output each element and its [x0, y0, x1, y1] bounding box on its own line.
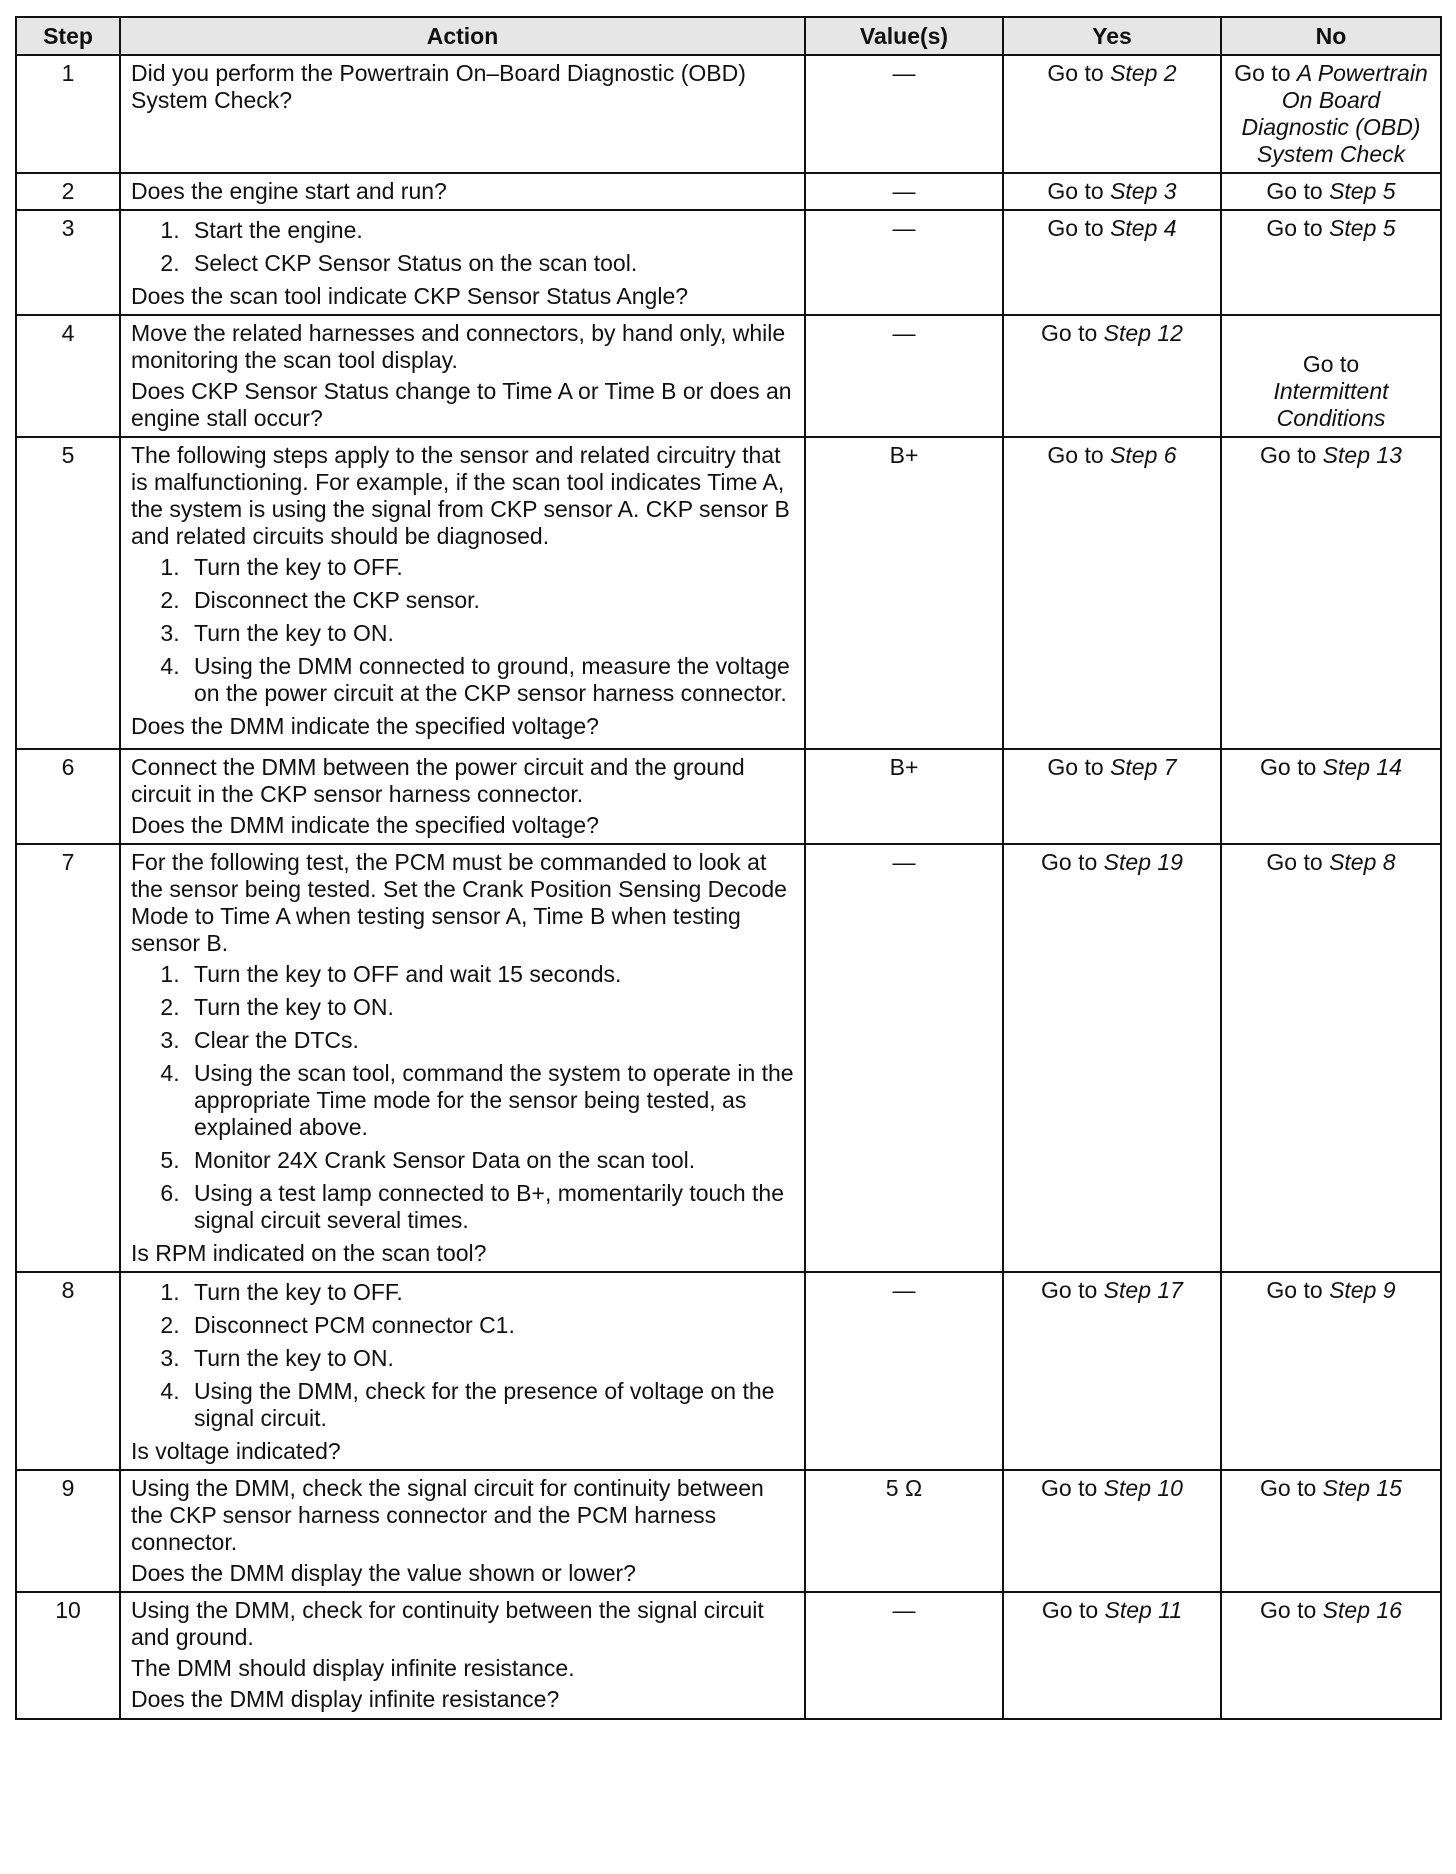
action-question: Is RPM indicated on the scan tool? [131, 1240, 487, 1266]
action-question: Does the DMM indicate the specified voltage? [131, 812, 599, 838]
action-paragraph: Move the related harnesses and connectors, by hand only, while monitoring the scan tool display. [131, 320, 786, 373]
value-cell [805, 315, 1003, 437]
table-row [16, 1470, 1441, 1592]
no-target-link[interactable]: Step 14 [1322, 754, 1402, 780]
value-text: — [892, 178, 916, 204]
no-target-link[interactable]: Step 15 [1322, 1475, 1402, 1501]
table-row [16, 1272, 1441, 1470]
step-number [16, 749, 120, 844]
yes-target-link[interactable]: Step 11 [1104, 1597, 1183, 1623]
action-question: Does the DMM display infinite resistance? [131, 1686, 560, 1712]
no-cell [1221, 749, 1441, 844]
value-cell [805, 1272, 1003, 1470]
step-number-text: 2 [61, 178, 75, 204]
substep-item: 2. Turn the key to ON. [186, 994, 794, 1021]
value-cell [805, 173, 1003, 210]
action-intro [131, 1597, 794, 1682]
step-number [16, 210, 120, 315]
no-target-link[interactable]: Step 8 [1329, 849, 1396, 875]
action-cell [120, 210, 805, 315]
no-prefix: Go to [1266, 215, 1330, 241]
step-number-text: 7 [61, 849, 75, 875]
step-number [16, 1592, 120, 1719]
no-cell [1221, 844, 1441, 1272]
yes-prefix: Go to [1047, 215, 1111, 241]
action-question: Does the DMM indicate the specified voltage? [131, 713, 599, 739]
yes-target-link[interactable]: Step 3 [1110, 178, 1177, 204]
yes-cell [1003, 437, 1221, 749]
diagnostic-table [15, 16, 1442, 1720]
yes-cell [1003, 315, 1221, 437]
value-text: — [892, 215, 916, 241]
no-prefix: Go to [1260, 1597, 1323, 1623]
step-number-text: 5 [61, 442, 75, 468]
substep-item: 5. Monitor 24X Crank Sensor Data on the scan tool. [186, 1147, 794, 1174]
yes-cell [1003, 1592, 1221, 1719]
action-cell [120, 1592, 805, 1719]
action-intro [131, 60, 794, 114]
no-target-link[interactable]: Step 16 [1322, 1597, 1402, 1623]
no-prefix: Go to [1266, 849, 1330, 875]
yes-cell [1003, 1272, 1221, 1470]
action-paragraph: Did you perform the Powertrain On–Board Diagnostic (OBD) System Check? [131, 60, 746, 113]
action-paragraph: Using the DMM, check the signal circuit for continuity between the CKP sensor harness connector and the PCM harness connector. [131, 1475, 764, 1555]
substep-item: 3. Turn the key to ON. [186, 620, 794, 647]
step-number-text: 3 [61, 215, 75, 241]
no-prefix: Go to [1260, 754, 1323, 780]
table-row [16, 55, 1441, 173]
step-number [16, 55, 120, 173]
yes-target-link[interactable]: Step 6 [1110, 442, 1177, 468]
no-cell [1221, 1272, 1441, 1470]
yes-cell [1003, 749, 1221, 844]
table-row [16, 437, 1441, 749]
header-row [16, 17, 1441, 55]
table-row [16, 210, 1441, 315]
no-cell [1221, 55, 1441, 173]
step-number-text: 6 [61, 754, 75, 780]
action-cell [120, 173, 805, 210]
substep-item: 2. Disconnect the CKP sensor. [186, 587, 794, 614]
yes-target-link[interactable]: Step 12 [1103, 320, 1183, 346]
value-text: B+ [889, 754, 919, 780]
action-intro [131, 320, 794, 374]
no-target-link[interactable]: Step 9 [1329, 1277, 1396, 1303]
action-intro [131, 849, 794, 957]
value-text: — [892, 1597, 916, 1623]
value-cell [805, 1470, 1003, 1592]
action-paragraph: Connect the DMM between the power circuit and the ground circuit in the CKP sensor harness connector. [131, 754, 745, 807]
action-intro [131, 1475, 794, 1556]
action-paragraph: The DMM should display infinite resistance. [131, 1655, 575, 1681]
header-yes: Yes [1003, 17, 1221, 55]
no-cell [1221, 1592, 1441, 1719]
substep-item: 1. Turn the key to OFF and wait 15 seconds. [186, 961, 794, 988]
action-intro [131, 754, 794, 808]
table-row [16, 844, 1441, 1272]
step-number [16, 173, 120, 210]
action-paragraph: For the following test, the PCM must be commanded to look at the sensor being tested. Set the Crank Position Sensing Decode Mode to Time A when testing sensor A, Time B when testing sensor B. [131, 849, 787, 956]
yes-target-link[interactable]: Step 19 [1103, 849, 1183, 875]
action-substeps [131, 961, 794, 1234]
yes-prefix: Go to [1041, 320, 1104, 346]
action-cell [120, 437, 805, 749]
table-body [16, 55, 1441, 1719]
step-number [16, 315, 120, 437]
step-number [16, 1272, 120, 1470]
yes-cell [1003, 173, 1221, 210]
yes-prefix: Go to [1041, 1597, 1105, 1623]
step-number [16, 844, 120, 1272]
value-text: B+ [889, 442, 919, 468]
header-step: Step [16, 17, 120, 55]
value-text: 5 Ω [885, 1475, 923, 1501]
action-question: Does the engine start and run? [131, 178, 447, 204]
header-values: Value(s) [805, 17, 1003, 55]
no-target-link[interactable]: Intermittent Conditions [1273, 378, 1389, 431]
action-substeps [131, 554, 794, 707]
substep-item: 3. Turn the key to ON. [186, 1345, 794, 1372]
yes-target-link[interactable]: Step 2 [1110, 60, 1177, 86]
no-cell [1221, 173, 1441, 210]
value-cell [805, 749, 1003, 844]
action-question: Does the scan tool indicate CKP Sensor Status Angle? [131, 283, 689, 309]
step-number [16, 437, 120, 749]
action-question: Is voltage indicated? [131, 1438, 341, 1464]
step-number-text: 9 [61, 1475, 75, 1501]
substep-item: 6. Using a test lamp connected to B+, momentarily touch the signal circuit several times. [186, 1180, 794, 1234]
value-text: — [892, 320, 916, 346]
action-question: Does the DMM display the value shown or lower? [131, 1560, 636, 1586]
yes-prefix: Go to [1041, 1277, 1104, 1303]
no-prefix: Go to [1260, 442, 1323, 468]
substep-item: 2. Disconnect PCM connector C1. [186, 1312, 794, 1339]
step-number-text: 8 [61, 1277, 75, 1303]
action-paragraph: The following steps apply to the sensor and related circuitry that is malfunctioning. For example, if the scan tool indicates Time A, the system is using the signal from CKP sensor A. CKP sensor B and related circuits should be diagnosed. [131, 442, 790, 549]
no-prefix: Go to [1302, 351, 1360, 377]
no-prefix: Go to [1260, 1475, 1323, 1501]
action-cell [120, 1272, 805, 1470]
yes-target-link[interactable]: Step 4 [1110, 215, 1177, 241]
action-substeps [131, 217, 794, 277]
no-target-link[interactable]: A Powertrain On Board Diagnostic (OBD) System Check [1241, 60, 1428, 167]
action-cell [120, 844, 805, 1272]
no-prefix: Go to [1266, 178, 1330, 204]
yes-cell [1003, 1470, 1221, 1592]
no-prefix: Go to [1234, 60, 1297, 86]
action-paragraph: Using the DMM, check for continuity between the signal circuit and ground. [131, 1597, 764, 1650]
no-cell [1221, 315, 1441, 437]
yes-prefix: Go to [1047, 442, 1111, 468]
no-target-link[interactable]: Step 13 [1322, 442, 1402, 468]
action-cell [120, 315, 805, 437]
value-cell [805, 1592, 1003, 1719]
substep-item: 4. Using the scan tool, command the system to operate in the appropriate Time mode for the sensor being tested, as explained above. [186, 1060, 794, 1141]
substep-item: 3. Clear the DTCs. [186, 1027, 794, 1054]
table-row [16, 173, 1441, 210]
value-cell [805, 55, 1003, 173]
yes-target-link[interactable]: Step 17 [1103, 1277, 1183, 1303]
yes-prefix: Go to [1047, 178, 1111, 204]
substep-item: 2. Select CKP Sensor Status on the scan tool. [186, 250, 794, 277]
action-intro [131, 442, 794, 550]
no-prefix: Go to [1266, 1277, 1330, 1303]
no-cell [1221, 437, 1441, 749]
table-row [16, 1592, 1441, 1719]
step-number-text: 4 [61, 320, 75, 346]
yes-prefix: Go to [1041, 849, 1104, 875]
no-cell [1221, 210, 1441, 315]
value-text: — [892, 849, 916, 875]
action-substeps [131, 1279, 794, 1432]
value-cell [805, 844, 1003, 1272]
diagnostic-table-container [15, 16, 1442, 1720]
substep-item: 1. Turn the key to OFF. [186, 1279, 794, 1306]
header-action: Action [120, 17, 805, 55]
value-cell [805, 437, 1003, 749]
header-no: No [1221, 17, 1441, 55]
substep-item: 1. Turn the key to OFF. [186, 554, 794, 581]
no-target-link[interactable]: Step 5 [1329, 178, 1396, 204]
substep-item: 4. Using the DMM, check for the presence of voltage on the signal circuit. [186, 1378, 794, 1432]
action-cell [120, 1470, 805, 1592]
no-target-link[interactable]: Step 5 [1329, 215, 1396, 241]
value-text: — [892, 60, 916, 86]
step-number-text: 10 [55, 1597, 81, 1623]
step-number-text: 1 [61, 60, 75, 86]
action-cell [120, 749, 805, 844]
value-cell [805, 210, 1003, 315]
value-text: — [892, 1277, 916, 1303]
table-row [16, 749, 1441, 844]
action-cell [120, 55, 805, 173]
step-number [16, 1470, 120, 1592]
yes-cell [1003, 210, 1221, 315]
substep-item: 1. Start the engine. [186, 217, 794, 244]
action-question: Does CKP Sensor Status change to Time A or Time B or does an engine stall occur? [131, 378, 792, 431]
yes-target-link[interactable]: Step 7 [1110, 754, 1177, 780]
substep-item: 4. Using the DMM connected to ground, measure the voltage on the power circuit at the CKP sensor harness connector. [186, 653, 794, 707]
table-row [16, 315, 1441, 437]
yes-cell [1003, 55, 1221, 173]
yes-cell [1003, 844, 1221, 1272]
yes-prefix: Go to [1041, 1475, 1104, 1501]
yes-prefix: Go to [1047, 754, 1111, 780]
yes-prefix: Go to [1047, 60, 1111, 86]
no-cell [1221, 1470, 1441, 1592]
yes-target-link[interactable]: Step 10 [1103, 1475, 1183, 1501]
